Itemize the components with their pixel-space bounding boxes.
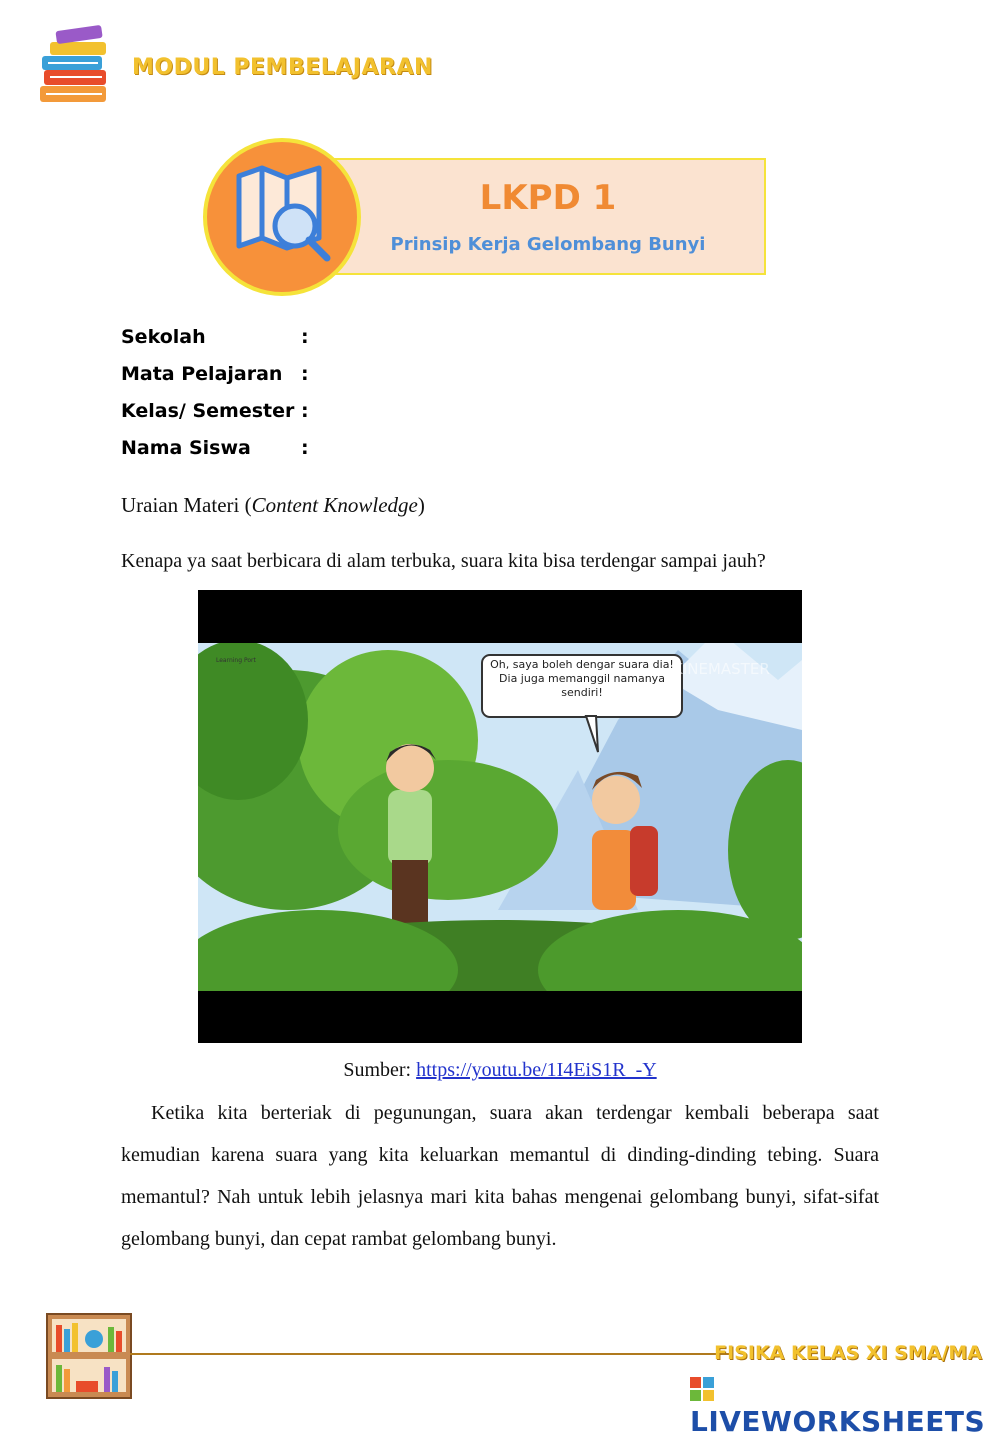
- banner-circle: [203, 138, 361, 296]
- speech-bubble-text: Oh, saya boleh dengar suara dia! Dia juga memanggil namanya sendiri!: [490, 658, 674, 699]
- lkpd-subtitle: Prinsip Kerja Gelombang Bunyi: [390, 234, 706, 255]
- section-heading: [121, 493, 425, 518]
- field-colon: :: [301, 437, 309, 459]
- brand-text: LIVEWORKSHEETS: [690, 1405, 986, 1438]
- body-paragraph: Ketika kita berteriak di pegunungan, suara akan terdengar kembali beberapa saat kemudian karena suara yang kita keluarkan memantul di dinding-dinding tebing. Suara memantul? Nah untuk lebih jelasnya mari kita bahas mengenai gelombang bunyi, sifat-sifat gelombang bunyi, dan cepat rambat gelombang bunyi.: [121, 1102, 879, 1250]
- watermark-text: KINEMASTER: [673, 660, 770, 678]
- video-thumbnail[interactable]: [198, 590, 802, 1043]
- question-text: Kenapa ya saat berbicara di alam terbuka, suara kita bisa terdengar sampai jauh?: [121, 550, 766, 572]
- footer-title: FISIKA KELAS XI SMA/MA: [714, 1342, 982, 1364]
- field-label: Mata Pelajaran: [121, 363, 283, 385]
- heading-italic: Content Knowledge: [251, 493, 418, 517]
- module-title: MODUL PEMBELAJARAN: [132, 55, 433, 80]
- boy-left-shirt: [388, 790, 432, 865]
- heading-suffix: ): [417, 493, 425, 517]
- channel-label: Learning Port: [216, 657, 256, 664]
- field-label: Nama Siswa: [121, 437, 251, 459]
- liveworksheets-brand: [690, 1372, 1000, 1438]
- field-label: Kelas/ Semester: [121, 400, 295, 422]
- bookshelf-icon: [46, 1313, 132, 1399]
- field-colon: :: [301, 363, 309, 385]
- field-label: Sekolah: [121, 326, 206, 348]
- footer-divider: [130, 1353, 730, 1355]
- heading-prefix: Uraian Materi (: [121, 493, 252, 517]
- field-colon: :: [301, 326, 309, 348]
- boy-right-shirt: [592, 830, 636, 910]
- source-line: [0, 1059, 1000, 1082]
- lkpd-banner: [330, 158, 766, 275]
- source-link[interactable]: https://youtu.be/1I4EiS1R_-Y: [416, 1059, 657, 1081]
- lkpd-title: LKPD 1: [479, 178, 617, 218]
- video-scene-illustration: [198, 590, 802, 1043]
- liveworksheets-logo-icon: [690, 1377, 714, 1401]
- field-colon: :: [301, 400, 309, 422]
- map-search-icon: [207, 142, 357, 292]
- books-stack-icon: [36, 20, 116, 108]
- source-label: Sumber:: [343, 1059, 412, 1081]
